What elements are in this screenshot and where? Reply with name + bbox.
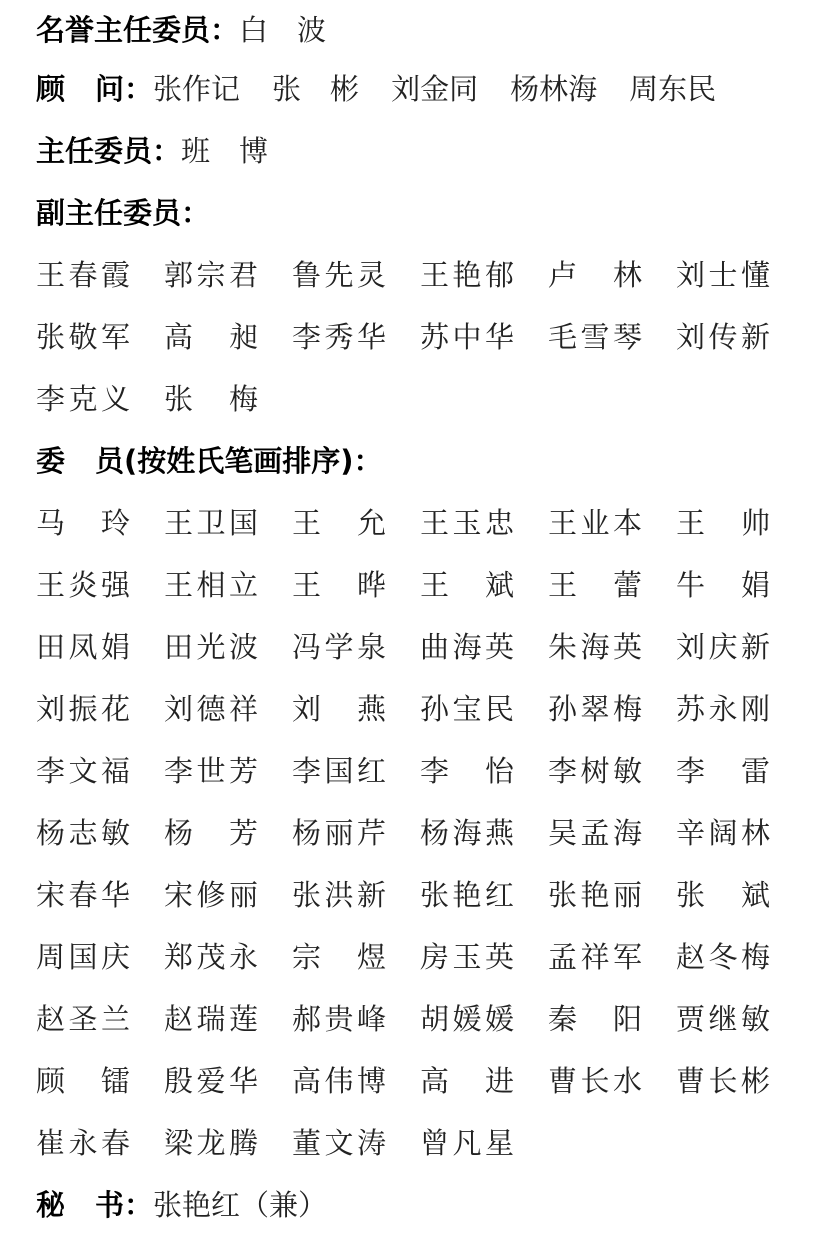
member-name (36, 997, 164, 1038)
member-name-text: 牛 娟 (676, 567, 770, 602)
member-name-text: 杨志敏 (36, 815, 130, 850)
member-name-text: 郝贵峰 (292, 1001, 386, 1036)
member-name (36, 563, 164, 604)
member-name (676, 501, 804, 542)
member-name (292, 1121, 420, 1162)
advisors-label-part2: 问： (95, 71, 154, 106)
vice-director-name (292, 253, 420, 294)
member-name-text: 孙宝民 (420, 691, 514, 726)
member-name-text: 高伟博 (292, 1063, 386, 1098)
member-name (36, 749, 164, 790)
member-name-text: 李国红 (292, 753, 386, 788)
vice-director-name-text: 王艳郁 (420, 257, 514, 292)
vice-director-name-text: 王春霞 (36, 257, 130, 292)
member-name (164, 749, 292, 790)
members-label-part2: 员(按姓氏笔画排序)： (95, 443, 383, 478)
member-name (36, 501, 164, 542)
member-row (36, 800, 816, 862)
member-name-text: 王相立 (164, 567, 258, 602)
member-name-text: 王炎强 (36, 567, 130, 602)
member-name-text: 秦 阳 (548, 1001, 642, 1036)
member-name-text: 周国庆 (36, 939, 130, 974)
advisor-name: 周东民 (629, 71, 717, 106)
vice-director-name-text: 张敬军 (36, 319, 130, 354)
member-name-text: 杨丽芹 (292, 815, 386, 850)
member-name-text: 辛阔林 (676, 815, 770, 850)
member-name-text: 吴孟海 (548, 815, 642, 850)
member-name (420, 687, 548, 728)
member-name-text: 曾凡星 (420, 1125, 514, 1160)
vice-director-name (676, 315, 804, 356)
member-row (36, 614, 816, 676)
members-heading (36, 428, 816, 490)
member-name-text: 赵瑞莲 (164, 1001, 258, 1036)
vice-director-name (420, 253, 548, 294)
vice-director-name-text: 刘士懂 (676, 257, 770, 292)
member-name-text: 李文福 (36, 753, 130, 788)
member-name (292, 749, 420, 790)
member-name (292, 563, 420, 604)
secretary-line (36, 1172, 816, 1234)
member-name (292, 811, 420, 852)
vice-director-name-text: 卢 林 (548, 257, 642, 292)
member-name (420, 749, 548, 790)
member-name (292, 997, 420, 1038)
member-name-text: 刘德祥 (164, 691, 258, 726)
member-name (676, 1059, 804, 1100)
member-name (420, 1059, 548, 1100)
member-row (36, 552, 816, 614)
member-name-text: 曹长彬 (676, 1063, 770, 1098)
member-name (676, 625, 804, 666)
member-name (292, 1059, 420, 1100)
member-name (420, 811, 548, 852)
member-name (164, 811, 292, 852)
member-name (676, 687, 804, 728)
vice-director-name (164, 315, 292, 356)
members-label-part1: 委 (36, 443, 66, 478)
member-name (548, 1059, 676, 1100)
member-name-text: 房玉英 (420, 939, 514, 974)
member-name-text: 贾继敏 (676, 1001, 770, 1036)
member-name (548, 687, 676, 728)
member-name (676, 563, 804, 604)
member-name (676, 935, 804, 976)
member-row (36, 924, 816, 986)
member-name (164, 1121, 292, 1162)
member-name (164, 997, 292, 1038)
member-name-text: 王 帅 (676, 505, 770, 540)
member-name (36, 625, 164, 666)
vice-director-name-text: 李秀华 (292, 319, 386, 354)
member-name (548, 749, 676, 790)
vice-directors-label: 副主任委员： (36, 195, 211, 230)
member-name (548, 873, 676, 914)
member-row (36, 738, 816, 800)
member-name (420, 501, 548, 542)
member-name (36, 687, 164, 728)
vice-director-name (548, 253, 676, 294)
member-name (548, 501, 676, 542)
member-name-text: 李 怡 (420, 753, 514, 788)
member-name (36, 1059, 164, 1100)
member-name (164, 873, 292, 914)
member-name-text: 曲海英 (420, 629, 514, 664)
secretary-label-part2: 书： (95, 1187, 154, 1222)
member-row (36, 676, 816, 738)
committee-roster (36, 0, 816, 1234)
member-name (676, 997, 804, 1038)
director-name: 班 博 (181, 133, 269, 168)
member-name (420, 563, 548, 604)
member-name-text: 马 玲 (36, 505, 130, 540)
member-name (292, 687, 420, 728)
member-name-text: 冯学泉 (292, 629, 386, 664)
member-name-text: 田光波 (164, 629, 258, 664)
member-name (164, 625, 292, 666)
member-name-text: 董文涛 (292, 1125, 386, 1160)
member-name-text: 曹长水 (548, 1063, 642, 1098)
vice-director-name (676, 253, 804, 294)
member-name (36, 1121, 164, 1162)
member-name (676, 873, 804, 914)
member-name-text: 杨海燕 (420, 815, 514, 850)
member-name (420, 1121, 548, 1162)
member-name (292, 873, 420, 914)
member-name-text: 王业本 (548, 505, 642, 540)
vice-director-row (36, 242, 816, 304)
member-name-text: 王 允 (292, 505, 386, 540)
member-name-text: 郑茂永 (164, 939, 258, 974)
secretary-label-part1: 秘 (36, 1187, 66, 1222)
member-name-text: 王卫国 (164, 505, 258, 540)
member-name-text: 苏永刚 (676, 691, 770, 726)
member-name (164, 1059, 292, 1100)
advisor-name: 杨林海 (510, 71, 598, 106)
vice-director-name-text: 刘传新 (676, 319, 770, 354)
advisors-line (36, 56, 816, 118)
member-name (36, 811, 164, 852)
member-name-text: 宋修丽 (164, 877, 258, 912)
member-name-text: 王 蕾 (548, 567, 642, 602)
member-name (676, 811, 804, 852)
member-row (36, 862, 816, 924)
vice-director-name-text: 苏中华 (420, 319, 514, 354)
member-name-text: 宗 煜 (292, 939, 386, 974)
member-name-text: 孟祥军 (548, 939, 642, 974)
advisor-name: 张 彬 (272, 71, 360, 106)
member-name (164, 935, 292, 976)
advisor-name: 刘金同 (391, 71, 479, 106)
member-name-text: 梁龙腾 (164, 1125, 258, 1160)
member-name-text: 王 斌 (420, 567, 514, 602)
member-name-text: 张 斌 (676, 877, 770, 912)
member-name-text: 高 进 (420, 1063, 514, 1098)
member-name (676, 749, 804, 790)
advisor-name: 张作记 (153, 71, 241, 106)
member-name (292, 935, 420, 976)
vice-director-name (292, 315, 420, 356)
member-name-text: 刘庆新 (676, 629, 770, 664)
vice-director-name-text: 李克义 (36, 381, 130, 416)
member-name (292, 501, 420, 542)
vice-director-name (164, 377, 292, 418)
honorary-director-line (36, 0, 816, 56)
member-name-text: 刘振花 (36, 691, 130, 726)
vice-director-name (36, 253, 164, 294)
vice-director-row (36, 366, 816, 428)
member-name-text: 李 雷 (676, 753, 770, 788)
member-name-text: 李树敏 (548, 753, 642, 788)
vice-director-row (36, 304, 816, 366)
member-row (36, 1110, 816, 1172)
member-name (420, 873, 548, 914)
vice-director-name-text: 张 梅 (164, 381, 258, 416)
member-name-text: 赵冬梅 (676, 939, 770, 974)
member-name-text: 顾 镭 (36, 1063, 130, 1098)
member-name (420, 935, 548, 976)
vice-director-name-text: 高 昶 (164, 319, 258, 354)
member-name (164, 501, 292, 542)
vice-director-name (548, 315, 676, 356)
member-name-text: 胡媛媛 (420, 1001, 514, 1036)
advisors-label-part1: 顾 (36, 71, 66, 106)
member-name (548, 625, 676, 666)
honorary-director-name: 白 波 (239, 12, 327, 47)
member-name-text: 赵圣兰 (36, 1001, 130, 1036)
vice-directors-heading (36, 180, 816, 242)
member-name-text: 崔永春 (36, 1125, 130, 1160)
member-name (36, 935, 164, 976)
member-row (36, 1048, 816, 1110)
member-name (548, 563, 676, 604)
member-row (36, 986, 816, 1048)
member-name-text: 张艳红 (420, 877, 514, 912)
member-name-text: 田凤娟 (36, 629, 130, 664)
member-name-text: 朱海英 (548, 629, 642, 664)
vice-director-name (36, 377, 164, 418)
member-name (292, 625, 420, 666)
member-name (548, 811, 676, 852)
member-name (420, 997, 548, 1038)
member-name-text: 孙翠梅 (548, 691, 642, 726)
vice-director-name-text: 郭宗君 (164, 257, 258, 292)
member-name-text: 刘 燕 (292, 691, 386, 726)
vice-director-name (164, 253, 292, 294)
member-name-text: 宋春华 (36, 877, 130, 912)
member-name (420, 625, 548, 666)
vice-directors-list (36, 242, 816, 428)
member-name (548, 997, 676, 1038)
member-name (36, 873, 164, 914)
vice-director-name-text: 毛雪琴 (548, 319, 642, 354)
vice-director-name-text: 鲁先灵 (292, 257, 386, 292)
member-name-text: 王 晔 (292, 567, 386, 602)
secretary-name: 张艳红（兼） (153, 1187, 328, 1222)
vice-director-name (420, 315, 548, 356)
member-name (548, 935, 676, 976)
member-name-text: 张艳丽 (548, 877, 642, 912)
members-list (36, 490, 816, 1172)
honorary-director-label: 名誉主任委员： (36, 12, 240, 47)
member-name-text: 李世芳 (164, 753, 258, 788)
member-name (164, 563, 292, 604)
director-label: 主任委员： (36, 133, 182, 168)
member-row (36, 490, 816, 552)
member-name-text: 张洪新 (292, 877, 386, 912)
member-name-text: 殷爱华 (164, 1063, 258, 1098)
member-name (164, 687, 292, 728)
member-name-text: 杨 芳 (164, 815, 258, 850)
director-line (36, 118, 816, 180)
member-name-text: 王玉忠 (420, 505, 514, 540)
vice-director-name (36, 315, 164, 356)
